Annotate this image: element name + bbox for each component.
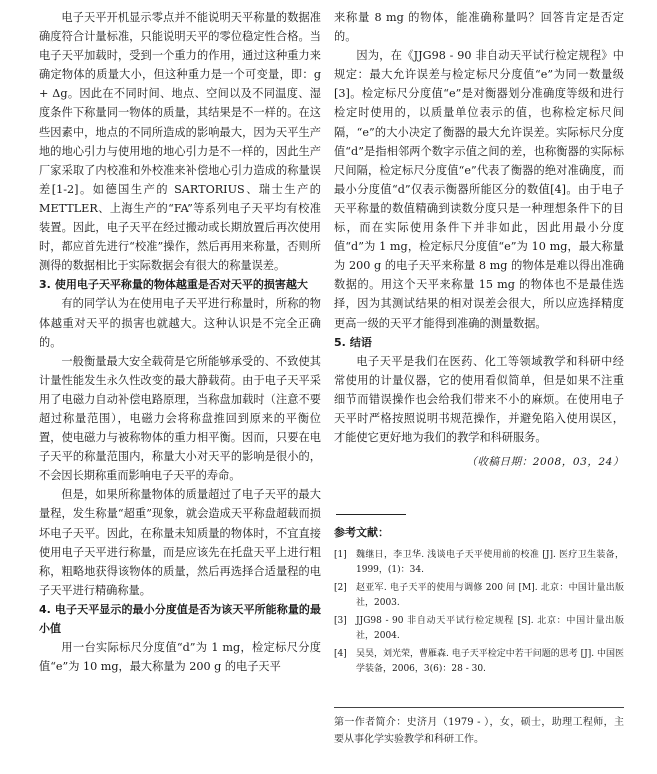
received-date (334, 453, 624, 472)
section-3-heading (39, 275, 321, 294)
reference-item (334, 581, 624, 611)
reference-item (334, 647, 624, 677)
received-label: （收稿日期： (466, 456, 533, 469)
references-divider (336, 514, 406, 515)
section-4-number: 4. (39, 602, 51, 616)
received-date-value: 2008，03，24） (532, 456, 624, 469)
references-heading: 参考文献： (334, 526, 389, 540)
reference-text: 赵亚军. 电子天平的使用与调修 200 问 [M]. 北京：中国计量出版社，2003. (356, 583, 624, 609)
section-5-title: 结语 (349, 335, 372, 349)
reference-number: [1] (334, 550, 347, 561)
section-5-heading (334, 333, 624, 352)
paragraph-3a: 有的同学认为在使用电子天平进行称量时，所称的物体越重对天平的损害也就越大。这种认识是不完全正确的。 (39, 297, 321, 349)
section-3-title: 使用电子天平称量的物体越重是否对天平的损害越大 (54, 278, 308, 292)
reference-text: 魏继日，李卫华. 浅谈电子天平使用前的校准 [J]. 医疗卫生装备，1999，(1)：34. (356, 550, 624, 576)
reference-number: [2] (334, 583, 347, 594)
reference-number: [4] (334, 649, 347, 660)
author-bio: 第一作者简介：史济月（1979 - ），女，硕士，助理工程师，主要从事化学实验教学和科研工作。 (334, 717, 624, 746)
paragraph-5: 电子天平是我们在医药、化工等领域教学和科研中经常使用的计量仪器，它的使用看似简单，但是如果不注重细节而错误操作也会给我们带来不小的麻烦。在使用电子天平时严格按照说明书规范操作，并避免陷入使用误区，才能使它更好地为我们的教学和科研服务。 (334, 354, 624, 445)
paragraph-calibration: 电子天平开机显示零点并不能说明天平称量的数据准确度符合计量标准，只能说明天平的零位稳定性合格。当电子天平加载时，受到一个重力的作用，通过这种重力来确定物体的质量大小，但这种重力是一个可变量，即：g + Δg。因此在不同时间、地点、空间以及不同温度、湿度条件下称量同一物体的质量，其结果是不一样的。在这些因素中，地点的不同所造成的影响最大，因为天平生产地的地心引力与使用地的地心引力是不一样的，因此生产厂家采取了内校准和外校准来补偿地心引力造成的称量误差[1-2]。如德国生产的 SARTORIUS、瑞士生产的 METTLER、上海生产的“FA”等系列电子天平均有校准装置。因此，电子天平在经过搬动或长期放置后再次使用时，都应首先进行“校准”操作，然后再用来称量，否则所测得的数据相比于实际数据会有很大的称量误差。 (39, 11, 321, 273)
paragraph-4a-continued: 来称量 8 mg 的物体，能准确称量吗？回答肯定是否定的。 (334, 11, 624, 44)
paragraph-3b: 一般衡量最大安全载荷是它所能够承受的、不致使其计量性能发生永久性改变的最大静载荷。由于电子天平采用了电磁力自动补偿电路原理，当称盘加载时（注意不要超过称量范围），电磁力会将称盘推回到原来的平衡位置，使电磁力与被称物体的重力相平衡。因而，只要在电子天平的称量范围内，称量大小对天平的影响是很小的，不会因长期称重而影响电子天平的寿命。 (39, 354, 321, 483)
reference-text: JJG98 - 90 非自动天平试行检定规程 [S]. 北京：中国计量出版社，2004. (356, 616, 624, 642)
reference-number: [3] (334, 616, 347, 627)
right-column (334, 8, 624, 748)
references-list (334, 548, 624, 677)
author-bio-divider (334, 707, 624, 708)
section-5-number: 5. (334, 335, 346, 349)
section-4-heading (39, 600, 321, 638)
reference-text: 吴昊，刘光荣，曹雁森. 电子天平检定中若干问题的思考 [J]. 中国医学装备，2006，3(6)：28 - 30. (356, 649, 624, 675)
paragraph-4b: 因为，在《JJG98 - 90 非自动天平试行检定规程》中规定：最大允许误差与检定标尺分度值“e”为同一数量级[3]。检定标尺分度值“e”是对衡器划分准确度等级和进行检定时使用的，以质量单位表示的值，也称检定标尺间隔，“e”的大小决定了衡器的最大允许误差。实际标尺分度值“d”是指相邻两个数字示值之间的差，也称衡器的实际标尺间隔，检定标尺分度值“e”代表了衡器的绝对准确度，而最小分度值“d”仅表示衡器所能区分的数值[4]。由于电子天平称量的数值精确到读数分度只是一种理想条件下的目标，而在实际使用条件下并非如此，因此用最小分度值“d”为 1 mg，检定标尺分度值“e”为 10 mg，最大称量为 200 g 的电子天平来称量 8 mg 的物体是难以得出准确数据的。用这个天平来称量 15 mg 的物体也不是最佳选择，因为其测试结果的相对误差会很大，所以应选择精度更高一级的天平才能得到准确的测量数据。 (334, 49, 624, 330)
section-4-title: 电子天平显示的最小分度值是否为该天平所能称量的最小值 (39, 602, 321, 635)
reference-item (334, 548, 624, 578)
left-column (39, 8, 321, 676)
paragraph-4a: 用一台实际标尺分度值“d”为 1 mg，检定标尺分度值“e”为 10 mg，最大称量为 200 g 的电子天平 (39, 641, 321, 674)
section-3-number: 3. (39, 278, 51, 292)
reference-item (334, 614, 624, 644)
paragraph-3c: 但是，如果所称量物体的质量超过了电子天平的最大量程，发生称量“超重”现象，就会造成天平称盘超载而损坏电子天平。因此，在称量未知质量的物体时，不宜直接使用电子天平进行称量，而是应该先在托盘天平上进行粗称，粗略地获得该物体的质量，然后再选择合适量程的电子天平进行精确称量。 (39, 488, 321, 597)
